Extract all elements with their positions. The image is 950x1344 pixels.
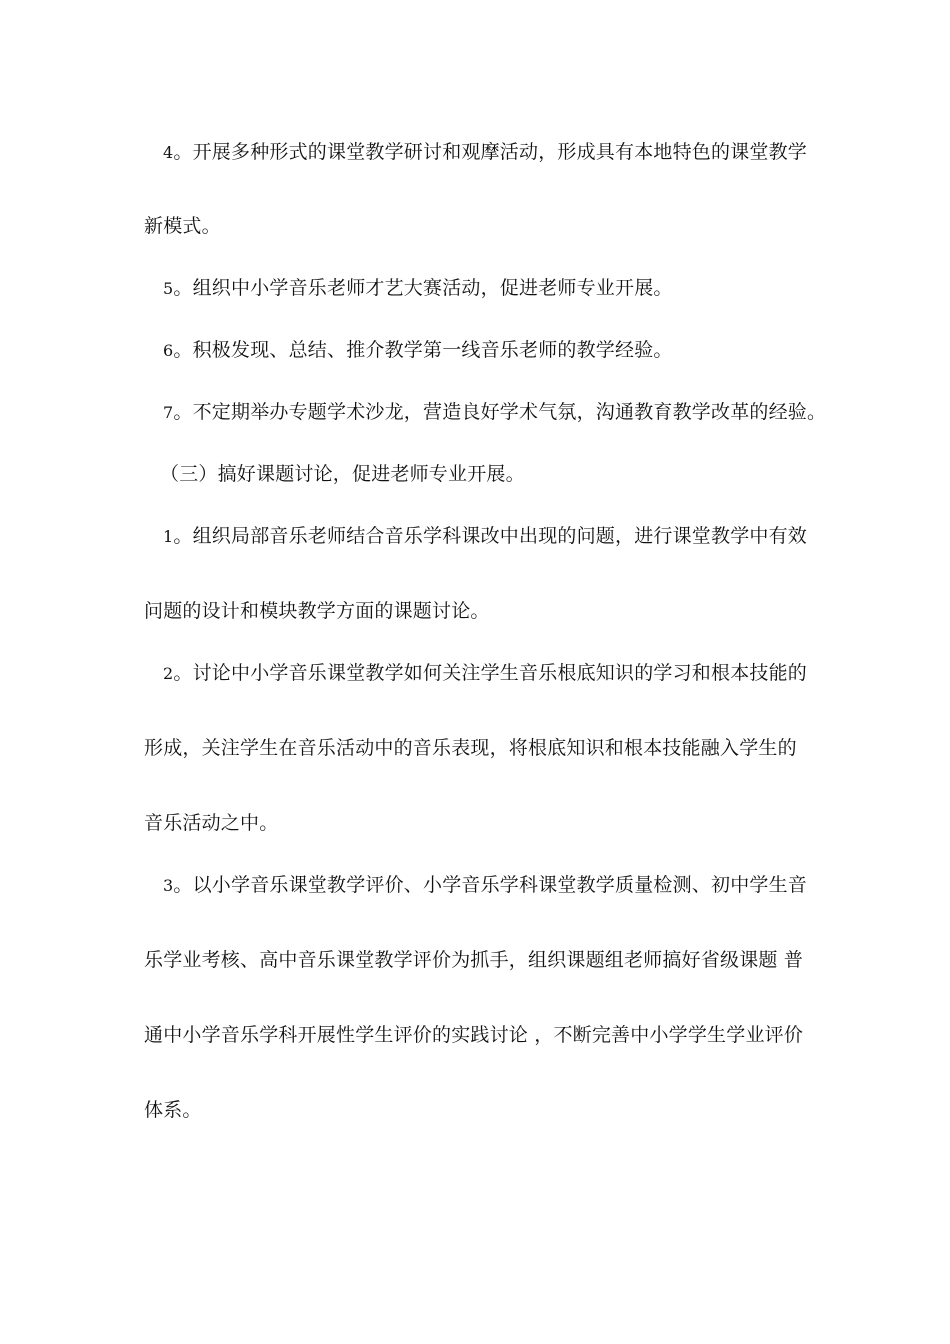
line-text: 。以小学音乐课堂教学评价、小学音乐学科课堂教学质量检测、初中学生音 [173, 874, 807, 896]
item-number: 7 [163, 403, 174, 422]
paragraph-line [144, 1023, 803, 1047]
item-number: 3 [163, 876, 174, 895]
item-number: 2 [163, 664, 174, 683]
paragraph-line [163, 661, 807, 686]
line-text: 。不定期举办专题学术沙龙，营造良好学术气氛，沟通教育教学改革的经验。 [173, 401, 827, 423]
paragraph-line [144, 811, 278, 835]
paragraph-line [144, 736, 797, 760]
paragraph-line [144, 948, 803, 972]
line-text: 。积极发现、总结、推介教学第一线音乐老师的教学经验。 [173, 339, 673, 361]
line-text: 。讨论中小学音乐课堂教学如何关注学生音乐根底知识的学习和根本技能的 [173, 662, 807, 684]
item-number: 1 [163, 527, 174, 546]
line-text: 音乐活动之中。 [144, 812, 279, 834]
paragraph-line [163, 140, 807, 165]
item-number: 6 [163, 341, 174, 360]
line-text: 通中小学音乐学科开展性学生评价的实践讨论 ，不断完善中小学学生学业评价 [144, 1024, 804, 1046]
paragraph-line [163, 873, 807, 898]
item-number: 4 [163, 143, 174, 162]
paragraph-line [163, 338, 673, 363]
line-text: 形成，关注学生在音乐活动中的音乐表现，将根底知识和根本技能融入学生的 [144, 737, 797, 759]
paragraph-line [144, 214, 221, 238]
paragraph-line [163, 400, 826, 425]
line-text: 乐学业考核、高中音乐课堂教学评价为抓手，组织课题组老师搞好省级课题 普 [144, 949, 804, 971]
section-heading [160, 462, 525, 486]
paragraph-line [163, 524, 807, 549]
item-number: 5 [163, 279, 174, 298]
line-text: 。开展多种形式的课堂教学研讨和观摩活动，形成具有本地特色的课堂教学 [173, 141, 807, 163]
paragraph-line [144, 1098, 202, 1122]
paragraph-line [163, 276, 673, 301]
line-text: 。组织中小学音乐老师才艺大赛活动，促进老师专业开展。 [173, 277, 673, 299]
line-text: 新模式。 [144, 215, 221, 237]
line-text: （三）搞好课题讨论，促进老师专业开展。 [160, 463, 525, 485]
paragraph-line [144, 599, 490, 623]
line-text: 问题的设计和模块教学方面的课题讨论。 [144, 600, 490, 622]
line-text: 。组织局部音乐老师结合音乐学科课改中出现的问题，进行课堂教学中有效 [173, 525, 807, 547]
line-text: 体系。 [144, 1099, 202, 1121]
